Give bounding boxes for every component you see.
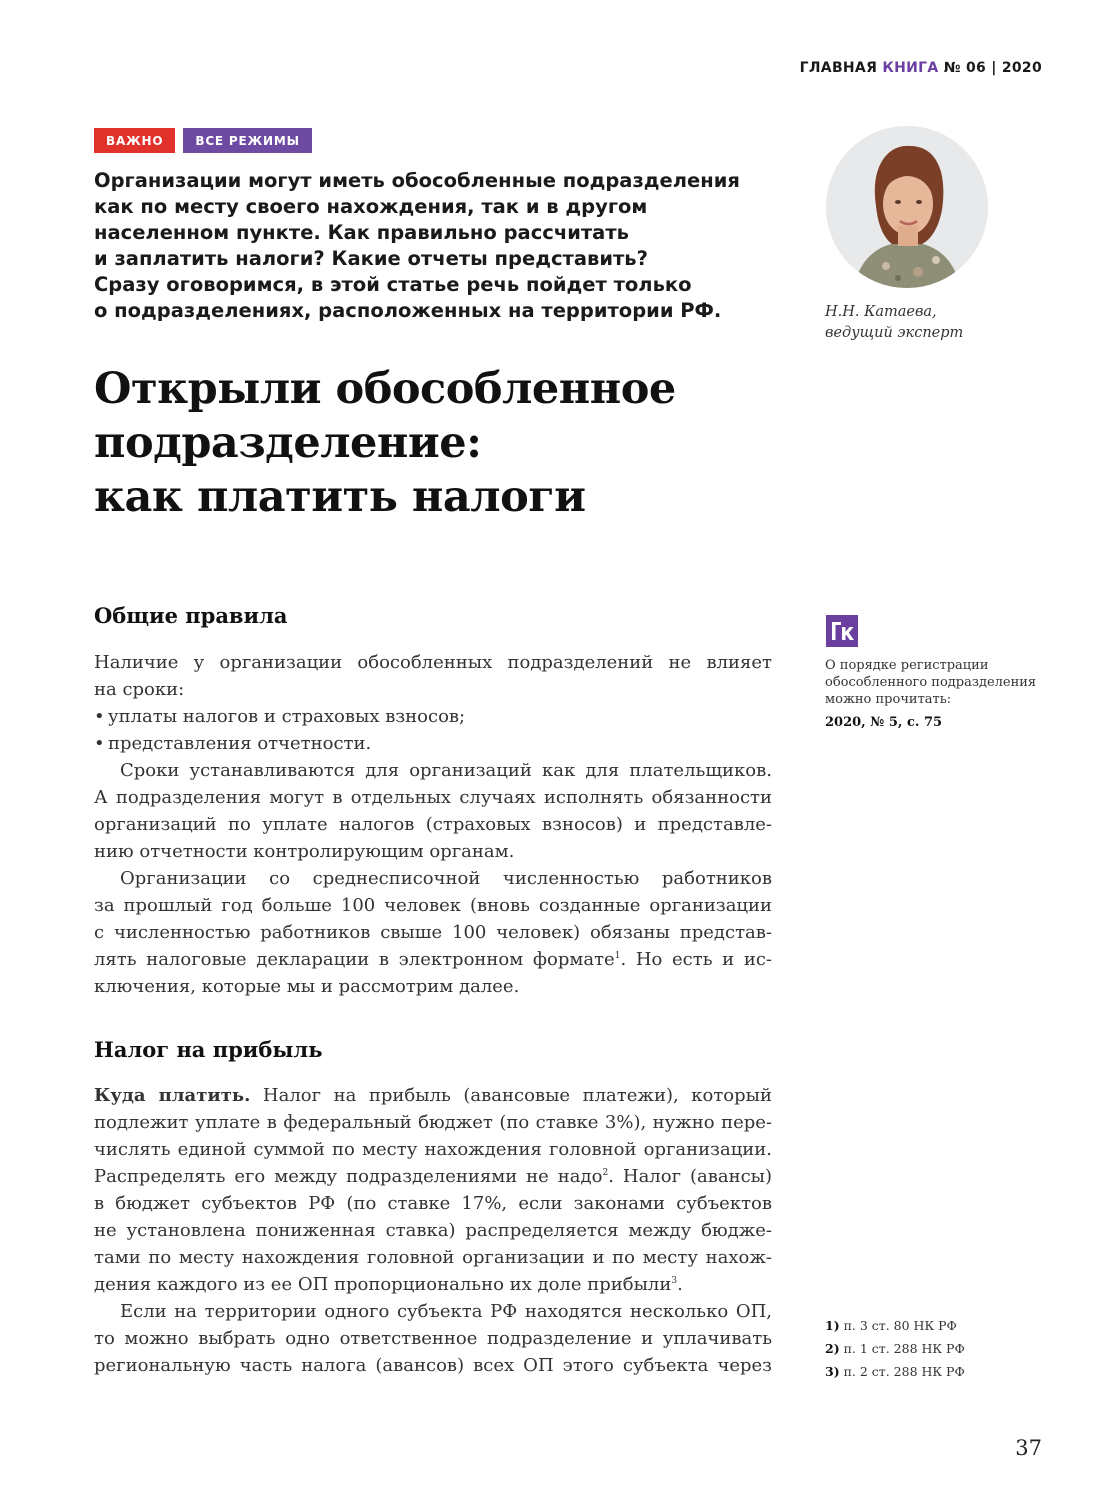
- body-line: на сроки:: [94, 679, 185, 700]
- body-line: за прошлый год больше 100 человек (вновь созданные организации: [94, 895, 772, 916]
- paragraph-lead: Куда платить.: [94, 1085, 251, 1106]
- body-line: региональную часть налога (авансов) всех ОП этого субъекта через: [94, 1355, 772, 1376]
- body-line: [94, 1163, 772, 1190]
- bullet-item: [94, 703, 772, 730]
- tag-important: ВАЖНО: [94, 128, 175, 153]
- author-role: ведущий эксперт: [825, 325, 964, 341]
- lead-paragraph: [94, 168, 784, 324]
- sidenote-reference: 2020, № 5, с. 75: [825, 715, 943, 730]
- footnote-text: п. 1 ст. 288 НК РФ: [839, 1341, 965, 1356]
- body-fragment: дения каждого из ее ОП пропорционально их доле прибыли: [94, 1274, 672, 1295]
- article-title: [94, 362, 676, 524]
- author-portrait-illustration: [826, 126, 988, 288]
- footnote-ref: 1: [614, 951, 621, 961]
- body-line: тами по месту нахождения головной организации и по месту нахож-: [94, 1247, 772, 1268]
- bullet-item: [94, 730, 772, 757]
- section-heading-general: Общие правила: [94, 603, 288, 628]
- gk-logo-icon: [826, 615, 858, 647]
- body-line: Сроки устанавливаются для организаций как для плательщиков.: [120, 760, 772, 781]
- lead-line: и заплатить налоги? Какие отчеты представить?: [94, 247, 648, 270]
- footnote-number: 2): [825, 1341, 840, 1356]
- lead-line: населенном пункте. Как правильно рассчитать: [94, 221, 629, 244]
- body-line: Если на территории одного субъекта РФ находятся несколько ОП,: [120, 1301, 772, 1322]
- body-fragment: .: [677, 1274, 683, 1295]
- body-fragment: лять налоговые декларации в электронном формате: [94, 949, 615, 970]
- footnote-ref: 2: [602, 1168, 609, 1178]
- footnote-ref: 3: [671, 1276, 678, 1286]
- footnote-number: 1): [825, 1318, 840, 1333]
- gk-logo-glyph: [826, 615, 858, 647]
- author-photo: [826, 126, 988, 288]
- title-line: Открыли обособленное: [94, 364, 676, 414]
- lead-line: как по месту своего нахождения, так и в другом: [94, 195, 648, 218]
- body-line: [94, 1082, 772, 1109]
- issue-number: № 06 | 2020: [943, 60, 1042, 76]
- body-line: А подразделения могут в отдельных случаях исполнять обязанности: [94, 787, 772, 808]
- body-line: числять единой суммой по месту нахождения головной организации.: [94, 1139, 772, 1160]
- body-line: ключения, которые мы и рассмотрим далее.: [94, 976, 520, 997]
- body-fragment: . Налог (авансы): [608, 1166, 773, 1187]
- body-fragment: . Но есть и ис-: [620, 949, 772, 970]
- sidenote-line: О порядке регистрации: [825, 658, 989, 673]
- body-line: Организации со среднесписочной численностью работников: [120, 868, 772, 889]
- sidenote: [825, 657, 1055, 731]
- lead-line: о подразделениях, расположенных на территории РФ.: [94, 299, 722, 322]
- page-number: 37: [1015, 1436, 1042, 1460]
- lead-line: Организации могут иметь обособленные подразделения: [94, 169, 740, 192]
- brand-accent: КНИГА: [882, 60, 939, 76]
- body-line: нию отчетности контролирующим органам.: [94, 841, 515, 862]
- section-heading-profit-tax: Налог на прибыль: [94, 1037, 323, 1062]
- bullet-text: уплаты налогов и страховых взносов;: [108, 706, 466, 727]
- body-line: с численностью работников свыше 100 человек) обязаны представ-: [94, 922, 772, 943]
- body-fragment: Распределять его между подразделениями не надо: [94, 1166, 603, 1187]
- body-line: в бюджет субъектов РФ (по ставке 17%, если законами субъектов: [94, 1193, 772, 1214]
- bullet-icon: •: [94, 706, 105, 727]
- body-line: подлежит уплате в федеральный бюджет (по ставке 3%), нужно пере-: [94, 1112, 772, 1133]
- body-line: то можно выбрать одно ответственное подразделение и уплачивать: [94, 1328, 772, 1349]
- body-line: [94, 1271, 772, 1298]
- body-fragment: Налог на прибыль (авансовые платежи), который: [250, 1085, 772, 1106]
- title-line: подразделение:: [94, 418, 482, 468]
- footnote-item: [825, 1337, 965, 1360]
- lead-line: Сразу оговоримся, в этой статье речь пойдет только: [94, 273, 692, 296]
- title-line: как платить налоги: [94, 472, 586, 522]
- sidenote-line: обособленного подразделения: [825, 675, 1037, 690]
- footnote-text: п. 2 ст. 288 НК РФ: [839, 1364, 965, 1379]
- sidenote-line: можно прочитать:: [825, 692, 952, 707]
- body-line: организаций по уплате налогов (страховых взносов) и представле-: [94, 814, 772, 835]
- bullet-icon: •: [94, 733, 105, 754]
- body-line: [94, 946, 772, 973]
- bullet-text: представления отчетности.: [108, 733, 372, 754]
- footnote-number: 3): [825, 1364, 840, 1379]
- tag-group: [94, 128, 312, 153]
- running-header: [800, 60, 1042, 76]
- footnote-text: п. 3 ст. 80 НК РФ: [839, 1318, 957, 1333]
- tag-all-regimes: ВСЕ РЕЖИМЫ: [183, 128, 311, 153]
- section-general-body: [94, 649, 772, 1000]
- footnotes: [825, 1314, 965, 1383]
- footnote-item: [825, 1314, 965, 1337]
- footnote-item: [825, 1360, 965, 1383]
- brand-main: ГЛАВНАЯ: [799, 60, 878, 76]
- author-caption: [825, 302, 963, 344]
- body-line: Наличие у организации обособленных подразделений не влияет: [94, 652, 772, 673]
- section-profit-tax-body: [94, 1082, 772, 1379]
- body-line: не установлена пониженная ставка) распределяется между бюдже-: [94, 1220, 772, 1241]
- author-name: Н.Н. Катаева,: [825, 304, 937, 320]
